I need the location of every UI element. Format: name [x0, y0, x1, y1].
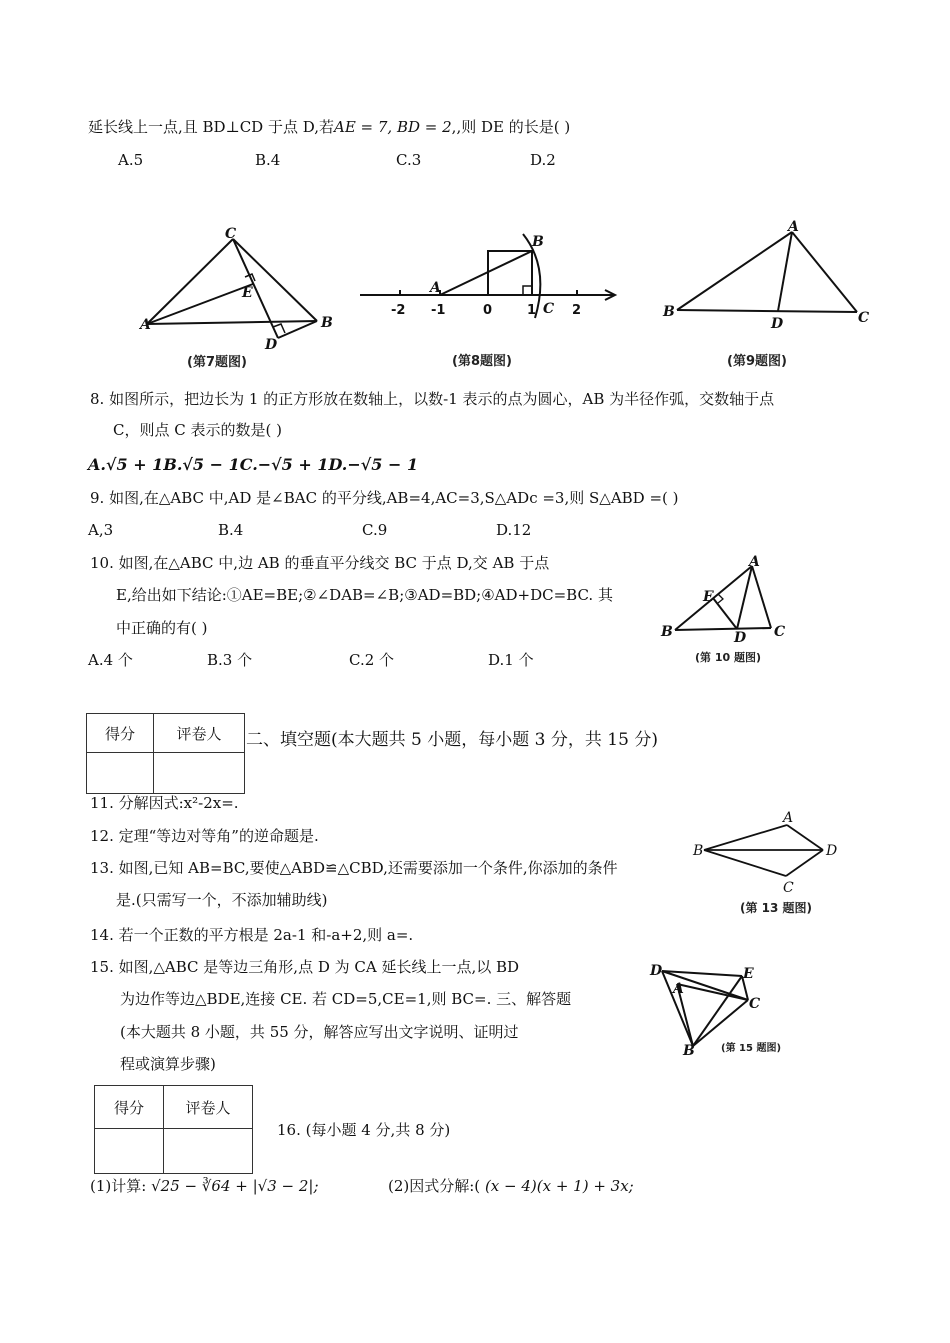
fig15-label-c: C — [749, 996, 761, 1012]
fig9-caption: (第9题图) — [727, 354, 787, 369]
grader-header-2: 评卷人 — [164, 1086, 253, 1129]
fig8-label-b: B — [532, 234, 544, 250]
fig9-label-c: C — [858, 310, 870, 326]
fig13-label-c: C — [783, 880, 794, 896]
grader-cell[interactable] — [154, 753, 245, 794]
fig10-label-d: D — [734, 630, 747, 646]
score-table-1 — [86, 713, 245, 794]
fig10-caption: (第 10 题图) — [695, 651, 762, 664]
score-cell[interactable] — [87, 753, 154, 794]
fig10-label-b: B — [661, 624, 673, 640]
q8-line2: C，则点 C 表示的数是( ) — [113, 421, 282, 439]
q16-part2-math: (x − 4)(x + 1) + 3x; — [484, 1177, 634, 1195]
fig13-label-a: A — [783, 810, 794, 826]
q15-line4: 程或演算步骤) — [120, 1055, 216, 1073]
q15-line1: 15. 如图,△ABC 是等边三角形,点 D 为 CA 延长线上一点,以 BD — [90, 958, 520, 976]
q9-option-b: B.4 — [218, 521, 244, 539]
q10-option-a: A.4 个 — [88, 651, 133, 669]
q10-line2: E,给出如下结论:①AE=BE;②∠DAB=∠B;③AD=BD;④AD+DC=BC. 其 — [116, 586, 613, 604]
q10-option-c: C.2 个 — [349, 651, 395, 669]
q7-option-d: D.2 — [530, 151, 556, 169]
score-cell-2[interactable] — [95, 1129, 164, 1174]
q10-option-b: B.3 个 — [207, 651, 253, 669]
fig15-label-a: A — [673, 981, 684, 997]
q14-line1: 14. 若一个正数的平方根是 2a-1 和-a+2,则 a=. — [90, 926, 414, 944]
fig8-tick-0: 0 — [483, 303, 493, 318]
fig7-caption: (第7题图) — [187, 355, 247, 370]
figure-8 — [355, 228, 625, 375]
grader-header: 评卷人 — [154, 714, 245, 753]
q7-option-c: C.3 — [396, 151, 422, 169]
fig8-caption: (第8题图) — [452, 354, 512, 369]
q12-line1: 12. 定理“等边对等角”的逆命题是. — [90, 827, 319, 845]
q7-text: 延长线上一点,且 BD⊥CD 于点 D,若AE = 7, BD = 2,,则 DE 的长是( ) — [88, 118, 571, 136]
score-table-2 — [94, 1085, 253, 1174]
q16-part2: (2)因式分解:( (x − 4)(x + 1) + 3x; — [388, 1177, 634, 1195]
fig7-label-c: C — [225, 226, 237, 242]
q15-line3: (本大题共 8 小题，共 55 分，解答应写出文字说明、证明过 — [120, 1023, 519, 1041]
fig7-label-a: A — [140, 317, 151, 333]
fig9-label-a: A — [788, 219, 799, 235]
grader-cell-2[interactable] — [164, 1129, 253, 1174]
figure-10 — [655, 552, 795, 670]
q11-line1: 11. 分解因式:x²-2x=. — [90, 794, 239, 812]
q10-line1: 10. 如图,在△ABC 中,边 AB 的垂直平分线交 BC 于点 D,交 AB 于点 — [90, 554, 550, 572]
fig9-label-d: D — [771, 316, 784, 332]
fig8-tick-neg1: -1 — [431, 303, 446, 318]
q8-options: A.√5 + 1B.√5 − 1C.−√5 + 1D.−√5 − 1 — [88, 455, 419, 474]
fig13-label-d: D — [826, 843, 838, 859]
q16-part1: (1)计算: √25 − ∛64 + |√3 − 2|; — [90, 1177, 319, 1195]
score-header-2: 得分 — [95, 1086, 164, 1129]
q15-line2: 为边作等边△BDE,连接 CE. 若 CD=5,CE=1,则 BC=. 三、解答题 — [120, 990, 572, 1008]
q8-line1: 8. 如图所示，把边长为 1 的正方形放在数轴上，以数-1 表示的点为圆心，AB 为半径作弧，交数轴于点 — [90, 390, 775, 408]
fig8-tick-1: 1 — [527, 303, 537, 318]
fig10-label-c: C — [774, 624, 786, 640]
q7-math: AE = 7, BD = 2 — [334, 118, 452, 136]
q9-option-d: D.12 — [496, 521, 532, 539]
q7-option-b: B.4 — [255, 151, 281, 169]
q10-option-d: D.1 个 — [488, 651, 534, 669]
q16-header: 16. (每小题 4 分,共 8 分) — [277, 1121, 451, 1139]
fig7-label-e: E — [242, 285, 253, 301]
fig10-label-e: E — [703, 589, 714, 605]
fig15-label-e: E — [743, 966, 754, 982]
q9-option-c: C.9 — [362, 521, 388, 539]
fig8-tick-2: 2 — [572, 303, 582, 318]
figure-7 — [135, 225, 345, 375]
fig7-label-b: B — [321, 315, 333, 331]
figure-15 — [645, 960, 795, 1058]
figure-13 — [690, 808, 850, 920]
section-2-title: 二、填空题(本大题共 5 小题，每小题 3 分，共 15 分) — [246, 730, 658, 750]
fig10-label-a: A — [749, 554, 760, 570]
q9-option-a: A,3 — [88, 521, 114, 539]
fig13-caption: (第 13 题图) — [740, 901, 813, 915]
fig15-caption: (第 15 题图) — [721, 1043, 782, 1054]
figure-9 — [655, 215, 880, 375]
q7-option-a: A.5 — [118, 151, 144, 169]
fig15-label-b: B — [683, 1043, 695, 1058]
fig8-label-c: C — [543, 301, 555, 317]
fig15-label-d: D — [650, 963, 663, 979]
fig8-tick-neg2: -2 — [391, 303, 406, 318]
q13-line2: 是.(只需写一个，不添加辅助线) — [116, 891, 328, 909]
fig13-label-b: B — [693, 843, 704, 859]
fig8-label-a: A — [430, 280, 441, 296]
q10-line3: 中正确的有( ) — [116, 619, 208, 637]
q9-line1: 9. 如图,在△ABC 中,AD 是∠BAC 的平分线,AB=4,AC=3,S△ADc =3,则 S△ABD =( ) — [90, 489, 679, 507]
fig7-label-d: D — [265, 337, 278, 353]
q13-line1: 13. 如图,已知 AB=BC,要使△ABD≌△CBD,还需要添加一个条件,你添加的条件 — [90, 859, 618, 877]
score-header: 得分 — [87, 714, 154, 753]
q16-part1-math: √25 − ∛64 + |√3 − 2|; — [151, 1177, 319, 1195]
fig9-label-b: B — [663, 304, 675, 320]
